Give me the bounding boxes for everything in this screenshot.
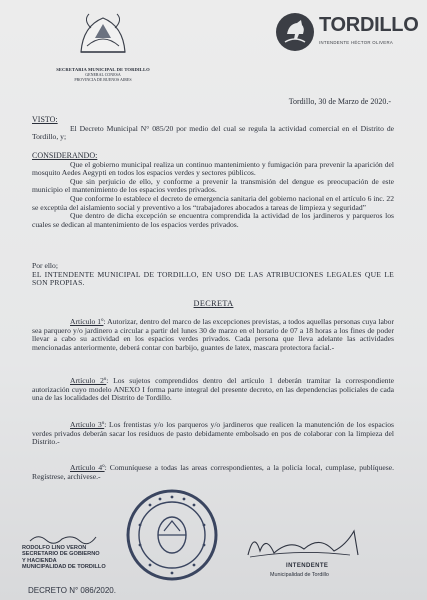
- municipal-header: [48, 8, 158, 82]
- municipality-name: SECRETARIA MUNICIPAL DE TORDILLO: [56, 67, 150, 72]
- considerando-paragraph: Que sin perjuicio de ello, y conforme a prevenir la transmisión del dengue es preocupación de este municipio el mantenimiento de los espacios verdes privados.: [32, 176, 394, 195]
- signer-title: INTENDENTE: [286, 563, 329, 569]
- por-ello-lead: Por ello;: [32, 261, 58, 270]
- por-ello-text: EL INTENDENTE MUNICIPAL DE TORDILLO, EN USO DE LAS ATRIBUCIONES LEGALES QUE LE SON PROPIAS.: [32, 269, 394, 288]
- article-label: Artículo 1º: [70, 317, 104, 326]
- article-2: [32, 377, 394, 403]
- signer-org: Municipalidad de Tordillo: [270, 572, 329, 578]
- article-4: [32, 464, 394, 481]
- brand-title: TORDILLO: [319, 14, 419, 36]
- decree-number: DECRETO N° 086/2020.: [28, 586, 116, 595]
- handwritten-signature-right-icon: [230, 525, 380, 565]
- article-3: [32, 421, 394, 447]
- visto-section: [32, 116, 394, 142]
- brand-header: [275, 12, 419, 52]
- article-label: Artículo 2º: [70, 376, 107, 385]
- signer-role: SECRETARIO DE GOBIERNO: [22, 551, 100, 558]
- article-text: : Los sujetos comprendidos dentro del artículo 1 deberán tramitar la correspondiente autorización cuyo modelo ANEXO I forma parte integral del presente decreto, en las dependencias policiales de cada una de las localidades del Distrito de Tordillo.: [32, 376, 394, 403]
- considerando-paragraph: Que dentro de dicha excepción se encuentra comprendida la actividad de los jardineros y parqueros los cuales se dedican al mantenimiento de los espacios verdes privados.: [32, 211, 394, 229]
- municipal-seal-icon: [124, 487, 220, 583]
- tordillo-logo-icon: [275, 12, 315, 52]
- decreta-heading: DECRETA: [193, 299, 234, 308]
- article-1: [32, 318, 394, 352]
- considerando-paragraph: Que el gobierno municipal realiza un continuo mantenimiento y fumigación para prevenir la aparición del mosquito Aedes Aegypti en todos los espacios verdes y sectores públicos.: [32, 159, 394, 178]
- visto-heading: VISTO:: [32, 115, 58, 124]
- signature-right: [230, 525, 380, 585]
- por-ello-section: [32, 262, 394, 288]
- municipal-crest-icon: [73, 8, 133, 60]
- signer-role: Y HACIENDA: [22, 557, 57, 564]
- municipality-sub2: PROVINCIA DE BUENOS AIRES: [74, 77, 132, 82]
- considerando-section: [32, 152, 394, 229]
- considerando-paragraph: Que conforme lo establece el decreto de emergencia sanitaria del gobierno nacional en el artículo 6 inc. 22 se exceptúa del aislamiento social y preventivo a los “trabajadores abocados a tareas de limpieza y seguridad”: [32, 193, 394, 212]
- article-text: : Autorizar, dentro del marco de las excepciones previstas, a todos aquellas personas cuya labor sea parquero y/o jardinero a circular a partir del lunes 30 de marzo en el horario de 07 a 18 horas a los fines de poder llevar a cabo su actividad en los espacios verdes privados. Cada persona que lleva adelante las actividades mencionadas anteriormente, deberá contar con barbijo, guantes de latex, mascara protectora facial.-: [32, 317, 394, 352]
- brand-subtitle: INTENDENTE HÉCTOR OLIVERA: [319, 40, 394, 45]
- signer-org: MUNICIPALIDAD DE TORDILLO: [22, 564, 106, 571]
- article-text: : Comuníquese a todas las areas correspondientes, a la policía local, cumplase, publíquese. Regístrese, archívese.-: [32, 463, 394, 481]
- handwritten-signature-left-icon: [28, 531, 98, 545]
- visto-text: El Decreto Municipal N° 085/20 por medio del cual se regula la actividad comercial en el Distrito de Tordillo, y;: [32, 123, 394, 142]
- municipality-sub1: GENERAL CONESA: [85, 72, 121, 77]
- signer-name: RODOLFO LINO VERON: [22, 545, 87, 551]
- article-text: : Los frentistas y/o los parqueros y/o jardineros que realicen la manutención de los espacios verdes privados deberán sacar los residuos de pasto debidamente embolsado en pos de colaborar con la limpieza del Distrito.-: [32, 420, 394, 447]
- signature-left: [22, 545, 122, 571]
- article-label: Artículo 3º: [70, 420, 105, 429]
- article-label: Artículo 4º: [70, 463, 105, 472]
- document-date: Tordillo, 30 de Marzo de 2020.-: [288, 97, 391, 106]
- considerando-heading: CONSIDERANDO:: [32, 151, 98, 160]
